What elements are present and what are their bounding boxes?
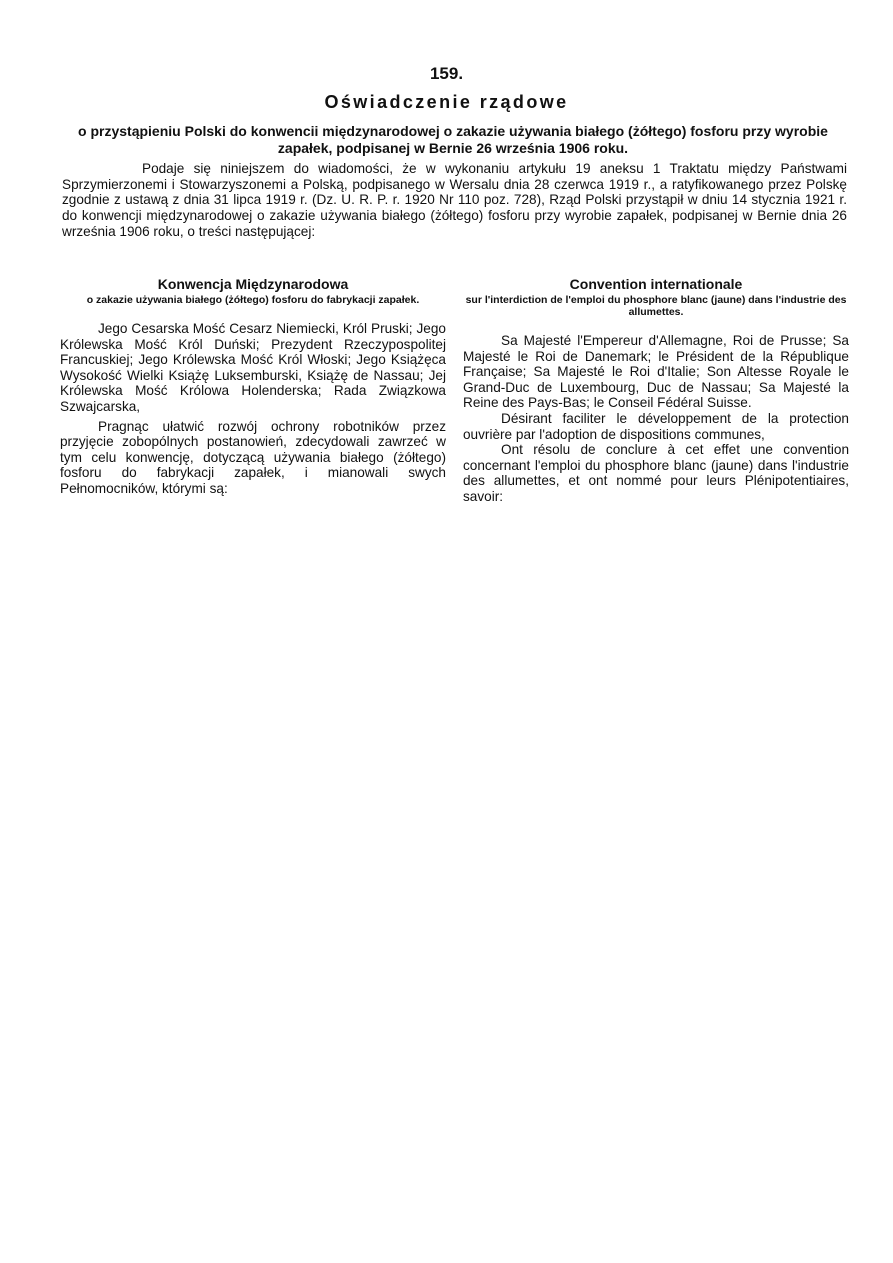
- polish-paragraph: Pragnąc ułatwić rozwój ochrony robotników przez przyjęcie zobopólnych postanowień, zdecydowali zawrzeć w tym celu konwencję, dotyczącą używania białego (żółtego) fosforu do fabrykacji zapałek, i mianowali swych Pełnomocników, którymi są:: [60, 418, 446, 496]
- polish-subheading: o zakazie używania białego (żółtego) fosforu do fabrykacji zapałek.: [86, 294, 420, 306]
- french-paragraph: Sa Majesté l'Empereur d'Allemagne, Roi de Prusse; Sa Majesté le Roi de Danemark; le Président de la République Française; Sa Majesté le Roi d'Italie; Son Altesse Royale le Grand-Duc de Luxembourg, Duc de Nassau; Sa Majesté la Reine des Pays-Bas; le Conseil Fédéral Suisse.: [463, 333, 849, 411]
- french-paragraph: Ont résolu de conclure à cet effet une convention concernant l'emploi du phosphore blanc (jaune) dans l'industrie des allumettes, et ont nommé pour leurs Plénipotentiaires, savoir:: [463, 442, 849, 504]
- french-column: [463, 276, 849, 505]
- document-title: Oświadczenie rządowe: [324, 92, 569, 112]
- polish-heading: Konwencja Międzynarodowa: [157, 276, 349, 292]
- french-heading: Convention internationale: [569, 276, 743, 292]
- polish-column: [60, 276, 446, 497]
- intro-paragraph: Podaje się niniejszem do wiadomości, że w wykonaniu artykułu 19 aneksu 1 Traktatu między Państwami Sprzymierzonemi i Stowarzyszonemi a Polską, podpisanego w Wersalu dnia 28 czerwca 1919 r., a ratyfikowanego przez Polskę zgodnie z ustawą z dnia 31 lipca 1919 r. (Dz. U. R. P. r. 1920 Nr 110 poz. 728), Rząd Polski przystąpił w dniu 14 stycznia 1921 r. do konwencji międzynarodowej o zakazie używania białego (żółtego) fosforu przy wyrobie zapałek, podpisanej w Bernie dnia 26 września 1906 roku, o treści następującej:: [62, 161, 847, 239]
- french-paragraph: Désirant faciliter le développement de la protection ouvrière par l'adoption de dispositions communes,: [463, 410, 849, 442]
- page-number: 159.: [429, 64, 464, 83]
- document-subtitle: o przystąpieniu Polski do konwencii międzynarodowej o zakazie używania białego (żółtego) fosforu przy wyrobie zapałek, podpisanej w Bernie 26 września 1906 roku.: [78, 123, 828, 156]
- polish-paragraph: Jego Cesarska Mość Cesarz Niemiecki, Król Pruski; Jego Królewska Mość Król Duński; Prezydent Rzeczypospolitej Francuskiej; Jego Królewska Mość Król Włoski; Jego Książęca Wysokość Wielki Książę Luksemburski, Książę de Nassau; Jej Królewska Mość Królowa Holenderska; Rada Związkowa Szwajcarska,: [60, 321, 446, 414]
- french-subheading: sur l'interdiction de l'emploi du phosphore blanc (jaune) dans l'industrie des allumettes.: [465, 294, 847, 318]
